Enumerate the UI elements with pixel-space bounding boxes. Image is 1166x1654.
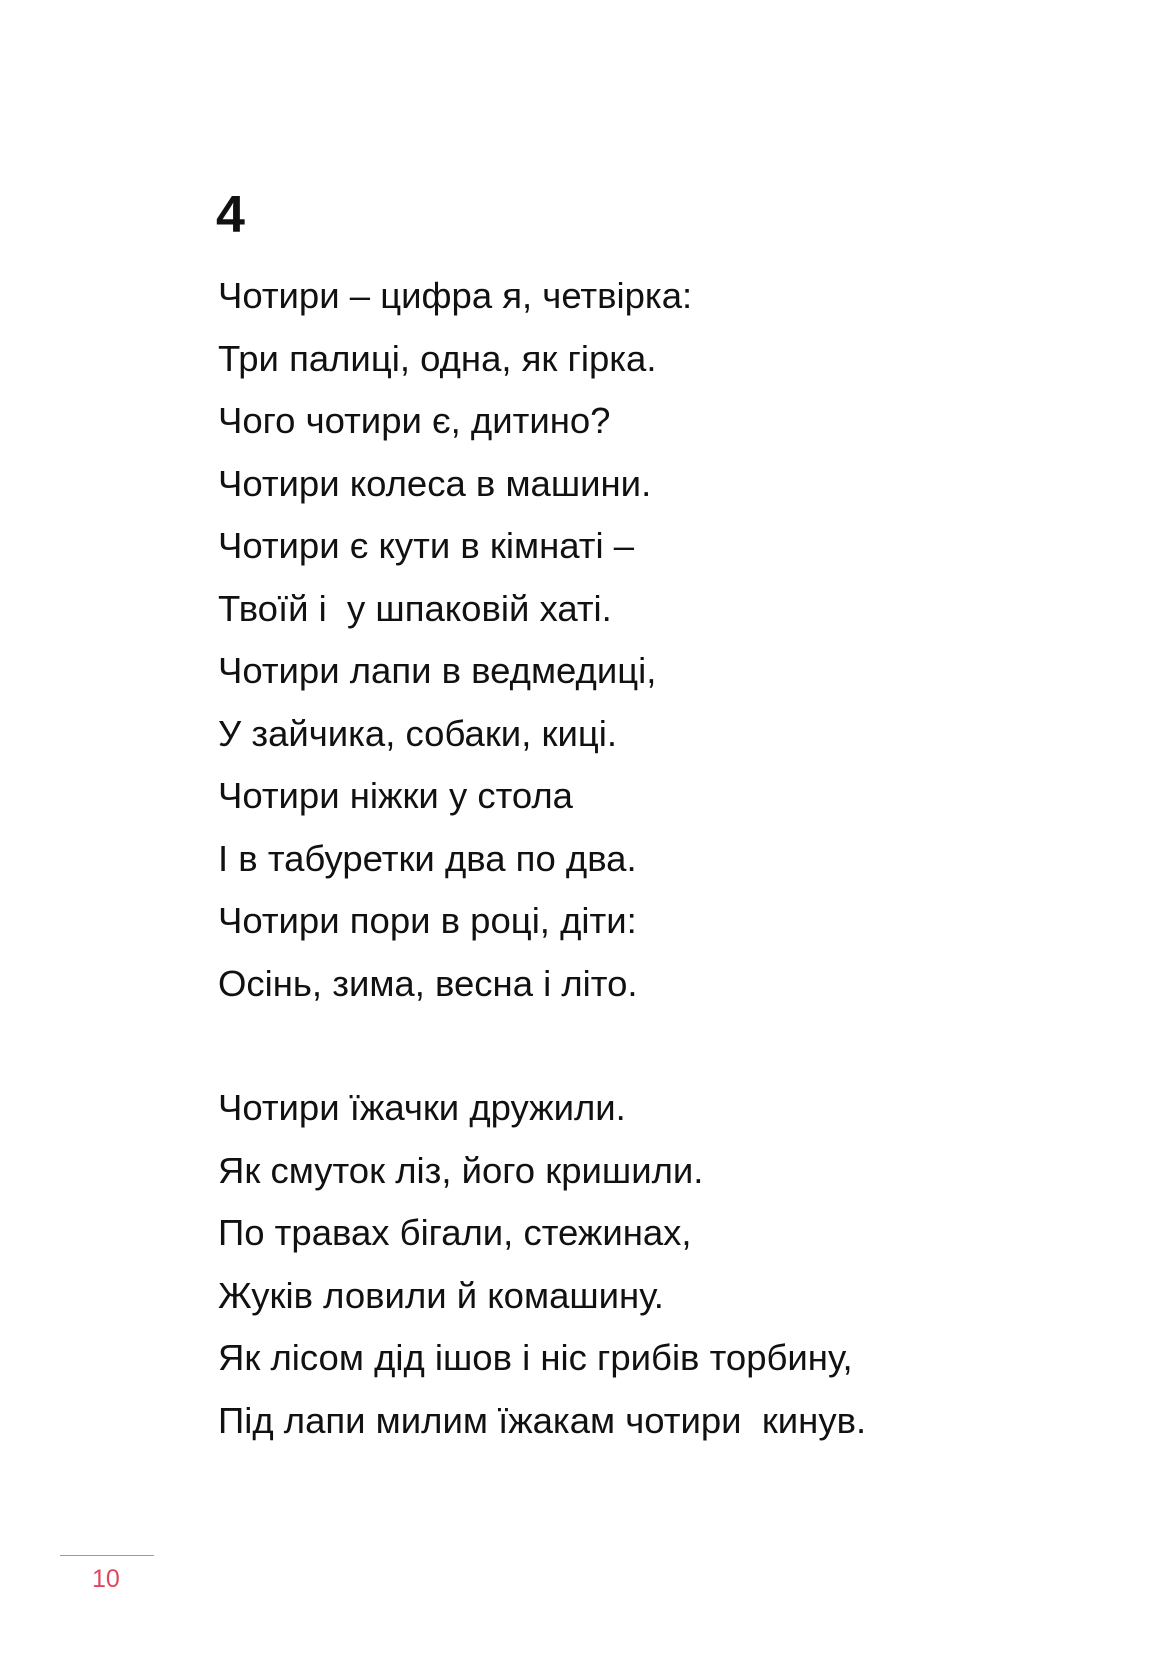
- page-number: 10: [92, 1565, 120, 1593]
- poem-line: Під лапи милим їжакам чотири кинув.: [218, 1399, 867, 1441]
- poem-line: Як лісом дід ішов і ніс грибів торбину,: [218, 1337, 853, 1378]
- poem-line: Чотири – цифра я, четвірка:: [218, 275, 693, 316]
- footer-divider: [60, 1555, 154, 1556]
- poem-heading: 4: [216, 186, 245, 244]
- poem-line: По травах бігали, стежинах,: [218, 1212, 692, 1253]
- poem-line: Чотири їжачки дружили.: [218, 1087, 626, 1128]
- poem-line: Чотири ніжки у стола: [218, 775, 573, 816]
- poem-line: Жуків ловили й комашину.: [218, 1274, 664, 1316]
- poem-line: У зайчика, собаки, киці.: [218, 712, 617, 754]
- poem-line: Чого чотири є, дитино?: [218, 400, 611, 441]
- poem-line: Твоїй і у шпаковій хаті.: [218, 587, 612, 629]
- poem-line: Як смуток ліз, його кришили.: [218, 1149, 704, 1191]
- poem-line: І в табуретки два по два.: [218, 837, 637, 879]
- stanza-2: [218, 1077, 866, 1452]
- poem-line: Чотири пори в році, діти:: [218, 900, 637, 941]
- poem-line: Осінь, зима, весна і літо.: [218, 962, 638, 1004]
- stanza-1: [218, 265, 692, 1015]
- poem-line: Чотири є кути в кімнаті –: [218, 525, 635, 566]
- poem-line: Три палиці, одна, як гірка.: [218, 337, 657, 379]
- poem-line: Чотири колеса в машини.: [218, 462, 652, 504]
- poem-line: Чотири лапи в ведмедиці,: [218, 650, 657, 691]
